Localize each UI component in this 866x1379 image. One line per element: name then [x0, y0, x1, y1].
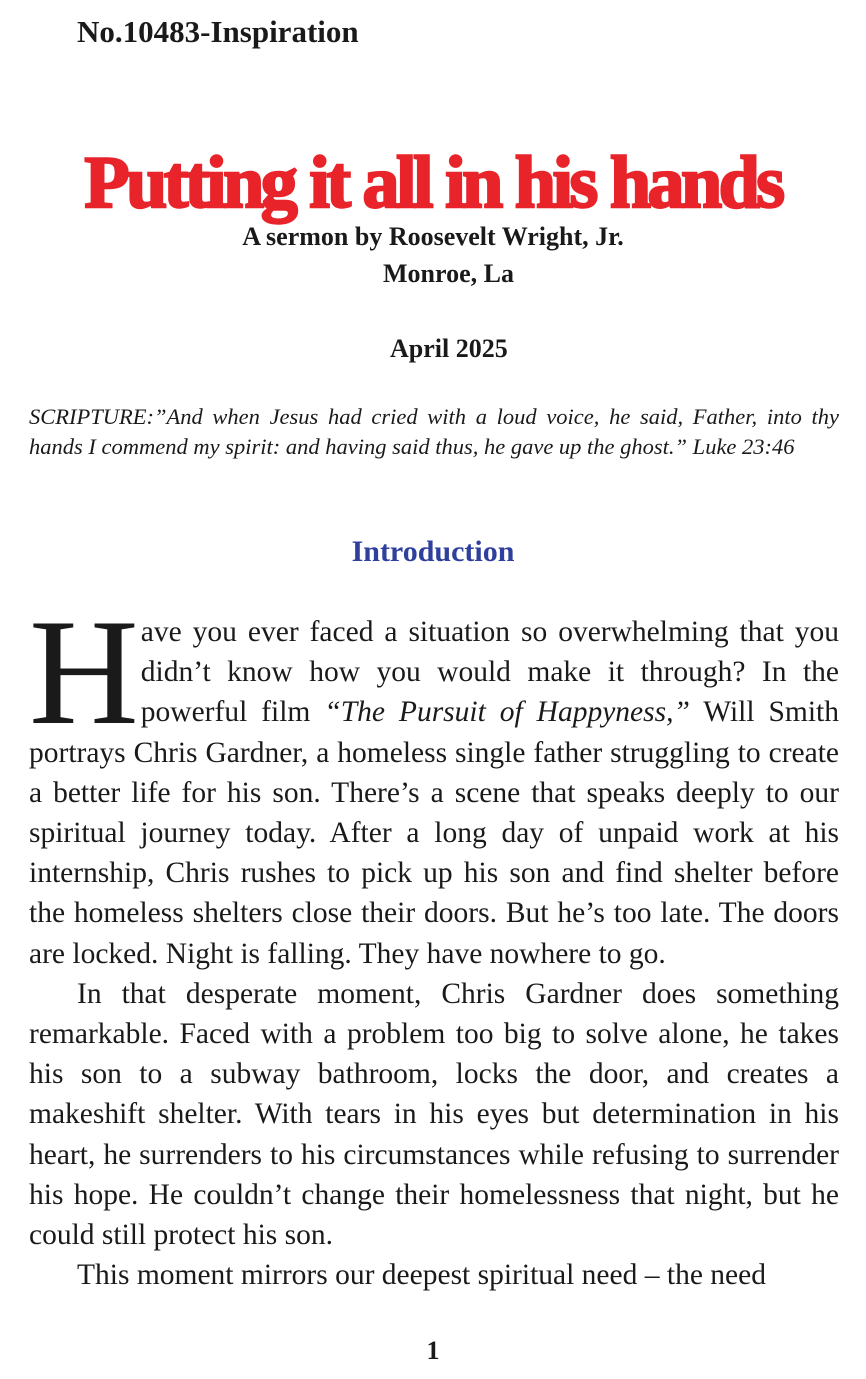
page-number: 1: [426, 1336, 440, 1365]
sermon-date: April 2025: [390, 334, 508, 363]
author-location: Monroe, La: [383, 259, 514, 288]
paragraph-2: In that desperate moment, Chris Gardner does something remarkable. Faced with a problem too big to solve alone, he takes his son to a subway bathroom, locks the door, and creates a makeshift shelter. With tears in his eyes but determination in his heart, he surrenders to his circumstances while refusing to surrender his hope. He couldn’t change their homelessness that night, but he could still protect his son.: [29, 977, 839, 1252]
paragraph-1-text-end: Will Smith portrays Chris Gardner, a homeless single father struggling to create a better life for his son. There’s a scene that speaks deeply to our spiritual journey today. After a long day of unpaid work at his internship, Chris rushes to pick up his son and find shelter before the homeless shelters close their doors. But he’s too late. The doors are locked. Night is falling. They have nowhere to go.: [29, 696, 839, 970]
document-number: No.10483-Inspiration: [77, 14, 359, 49]
section-heading-introduction: Introduction: [351, 535, 515, 568]
author-byline: A sermon by Roosevelt Wright, Jr.: [242, 222, 624, 251]
paragraph-1: [29, 588, 839, 974]
film-title: “The Pursuit of Happyness,”: [324, 696, 690, 729]
body-text: [29, 588, 839, 1295]
paragraph-1-text-start: ave you ever faced a situation so overwhelming that you didn’t know how you would make it through? In the powerful film: [140, 616, 839, 729]
sermon-title: Putting it all in his hands: [84, 142, 782, 224]
drop-cap-letter: H: [29, 588, 139, 756]
scripture-quote: SCRIPTURE:”And when Jesus had cried with a loud voice, he said, Father, into thy hands I commend my spirit: and having said thus, he gave up the ghost.” Luke 23:46: [29, 404, 839, 459]
paragraph-3: This moment mirrors our deepest spiritual need – the need: [77, 1259, 766, 1292]
